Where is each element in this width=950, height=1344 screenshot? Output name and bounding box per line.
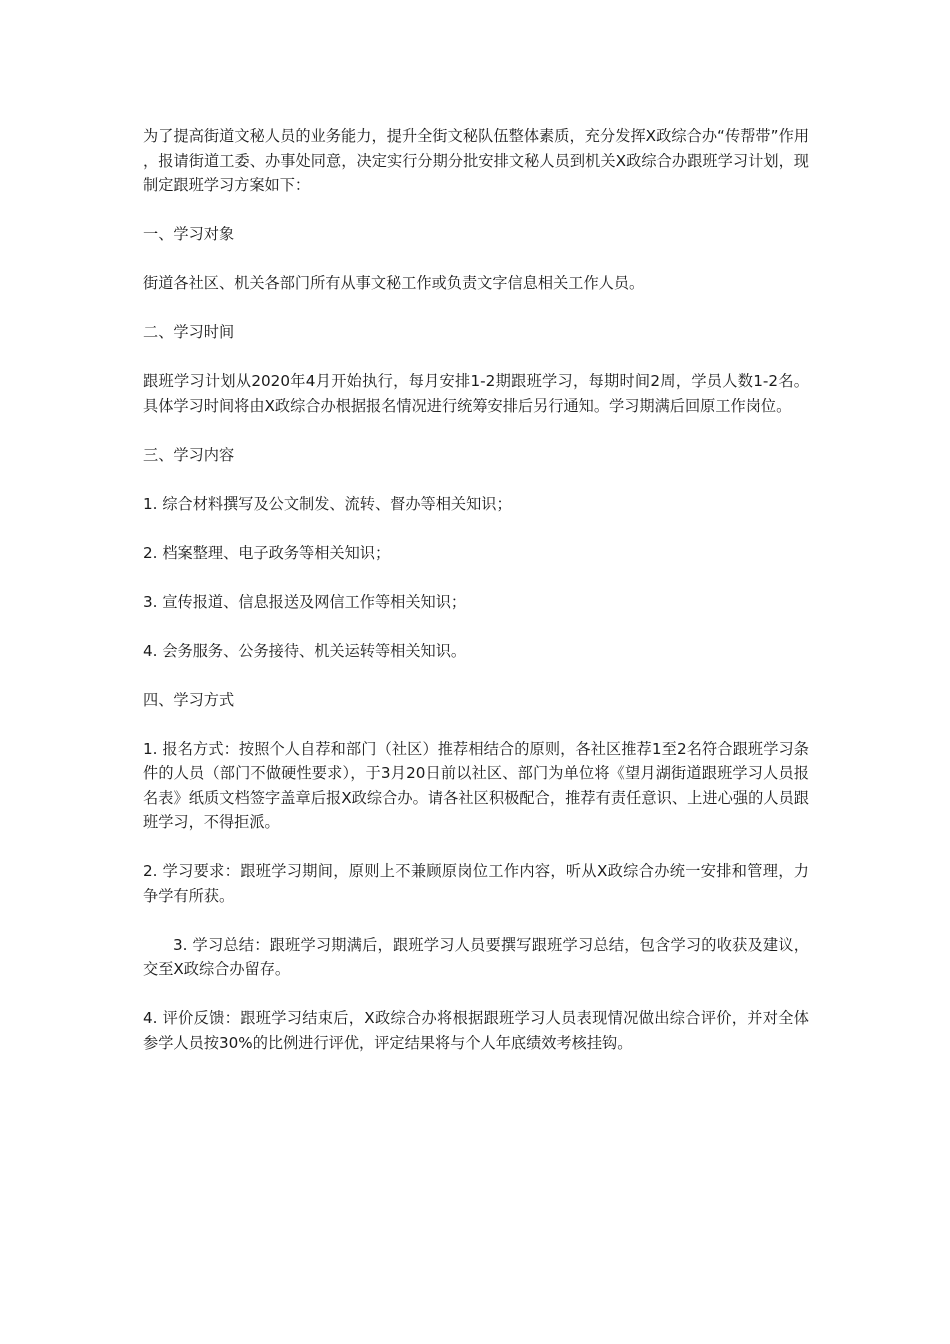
section-heading-time: 二、学习时间 <box>143 323 235 341</box>
section-body-objects: 街道各社区、机关各部门所有从事文秘工作或负责文字信息相关工作人员。 <box>143 274 645 292</box>
content-item-3: 3. 宣传报道、信息报送及网信工作等相关知识； <box>143 592 467 611</box>
content-item-4: 4. 会务服务、公务接待、机关运转等相关知识。 <box>143 641 467 660</box>
content-item-2: 2. 档案整理、电子政务等相关知识； <box>143 543 391 562</box>
method-item-registration: 1. 报名方式：按照个人自荐和部门（社区）推荐相结合的原则，各社区推荐1至2名符合跟班学习条件的人员（部门不做硬性要求），于3月20日前以社区、部门为单位将《望月湖街道跟班学习人员报名表》纸质文档签字盖章后报X政综合办。请各社区积极配合，推荐有责任意识、上进心强的人员跟班学习，不得拒派。 <box>143 739 809 831</box>
section-heading-objects: 一、学习对象 <box>143 225 235 243</box>
content-item-1: 1. 综合材料撰写及公文制发、流转、督办等相关知识； <box>143 494 512 513</box>
method-item-requirements: 2. 学习要求：跟班学习期间，原则上不兼顾原岗位工作内容，听从X政综合办统一安排和管理，力争学有所获。 <box>143 862 809 905</box>
section-heading-content: 三、学习内容 <box>143 445 235 464</box>
section-body-time: 跟班学习计划从2020年4月开始执行，每月安排1-2期跟班学习，每期时间2周，学员人数1-2名。具体学习时间将由X政综合办根据报名情况进行统筹安排后另行通知。学习期满后回原工作岗位。 <box>143 372 809 415</box>
document-body <box>143 124 809 1080</box>
method-item-summary: 3. 学习总结：跟班学习期满后，跟班学习人员要撰写跟班学习总结，包含学习的收获及建议，交至X政综合办留存。 <box>143 935 809 978</box>
method-item-evaluation: 4. 评价反馈：跟班学习结束后，X政综合办将根据跟班学习人员表现情况做出综合评价，并对全体参学人员按30%的比例进行评优，评定结果将与个人年底绩效考核挂钩。 <box>143 1009 809 1052</box>
section-heading-method: 四、学习方式 <box>143 690 235 709</box>
intro-paragraph: 为了提高街道文秘人员的业务能力，提升全街文秘队伍整体素质，充分发挥X政综合办“传帮带”作用，报请街道工委、办事处同意，决定实行分期分批安排文秘人员到机关X政综合办跟班学习计划，现制定跟班学习方案如下： <box>143 127 809 194</box>
